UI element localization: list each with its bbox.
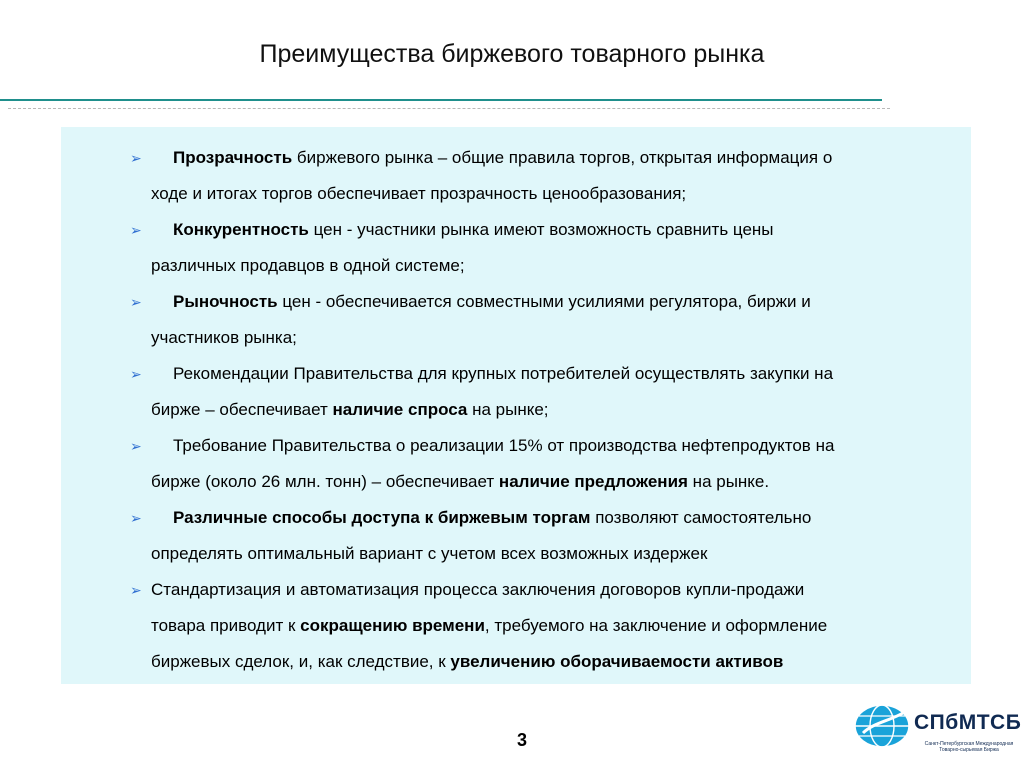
emphasis-text: Конкурентность: [173, 220, 309, 239]
list-item: [130, 284, 960, 356]
body-text: на рынке.: [687, 472, 770, 491]
company-logo: [853, 703, 1023, 763]
emphasis-text: Различные способы доступа к биржевым торгам: [173, 508, 591, 527]
list-item-first-line: [130, 356, 960, 392]
logo-name: СПбМТСБ: [914, 711, 1022, 734]
list-item-first-line: [130, 140, 960, 176]
body-text: Требование Правительства о реализации 15% от производства нефтепродуктов на: [173, 436, 835, 455]
arrow-bullet-icon: ➢: [130, 366, 142, 382]
body-text: бирже – обеспечивает: [151, 400, 333, 419]
body-text: биржевых сделок, и, как следствие, к: [151, 652, 451, 671]
body-text: участников рынка;: [151, 328, 297, 347]
list-item-continuation-line: [130, 248, 960, 284]
emphasis-text: Рыночность: [173, 292, 278, 311]
emphasis-text: Прозрачность: [173, 148, 293, 167]
arrow-bullet-icon: ➢: [130, 438, 142, 454]
page-number: 3: [516, 730, 527, 750]
title-divider-dashed: [8, 108, 890, 109]
body-text: биржевого рынка – общие правила торгов, открытая информация о: [292, 148, 833, 167]
emphasis-text: наличие спроса: [332, 400, 468, 419]
list-item-first-line: [130, 284, 960, 320]
list-item-continuation-line: [130, 536, 960, 572]
body-text: позволяют самостоятельно: [590, 508, 812, 527]
list-item: [130, 500, 960, 572]
arrow-bullet-icon: ➢: [130, 222, 142, 238]
arrow-bullet-icon: ➢: [130, 510, 142, 526]
body-text: на рынке;: [467, 400, 549, 419]
body-text: цен - участники рынка имеют возможность сравнить цены: [308, 220, 774, 239]
body-text: определять оптимальный вариант с учетом всех возможных издержек: [151, 544, 708, 563]
arrow-bullet-icon: ➢: [130, 150, 142, 166]
emphasis-text: сокращению времени: [300, 616, 485, 635]
globe-icon: [853, 703, 911, 749]
body-text: Стандартизация и автоматизация процесса заключения договоров купли-продажи: [151, 580, 805, 599]
body-text: цен - обеспечивается совместными усилиями регулятора, биржи и: [277, 292, 811, 311]
list-item: [130, 212, 960, 284]
body-text: различных продавцов в одной системе;: [151, 256, 465, 275]
list-item-first-line: [130, 428, 960, 464]
list-item: [130, 572, 960, 680]
body-text: бирже (около 26 млн. тонн) – обеспечивает: [151, 472, 499, 491]
arrow-bullet-icon: ➢: [130, 582, 142, 598]
body-text: ходе и итогах торгов обеспечивает прозрачность ценообразования;: [151, 184, 687, 203]
list-item-continuation-line: [130, 176, 960, 212]
body-text: , требуемого на заключение и оформление: [484, 616, 828, 635]
list-item-continuation-line: [130, 320, 960, 356]
list-item-continuation-line: [130, 608, 960, 644]
arrow-bullet-icon: ➢: [130, 294, 142, 310]
title-divider: [0, 99, 882, 101]
slide-title: Преимущества биржевого товарного рынка: [259, 40, 765, 68]
list-item: [130, 140, 960, 212]
list-item: [130, 356, 960, 428]
list-item-continuation-line: [130, 644, 960, 680]
list-item: [130, 428, 960, 500]
list-item-first-line: [130, 500, 960, 536]
list-item-first-line: [130, 212, 960, 248]
emphasis-text: увеличению оборачиваемости активов: [450, 652, 784, 671]
emphasis-text: наличие предложения: [498, 472, 688, 491]
logo-subtitle: Санкт-Петербургская Международная Товарно-сырьевая Биржа: [924, 741, 1014, 753]
body-text: товара приводит к: [151, 616, 301, 635]
list-item-continuation-line: [130, 464, 960, 500]
list-item-continuation-line: [130, 392, 960, 428]
advantages-list: [130, 140, 960, 680]
list-item-first-line: [130, 572, 960, 608]
body-text: Рекомендации Правительства для крупных потребителей осуществлять закупки на: [173, 364, 834, 383]
